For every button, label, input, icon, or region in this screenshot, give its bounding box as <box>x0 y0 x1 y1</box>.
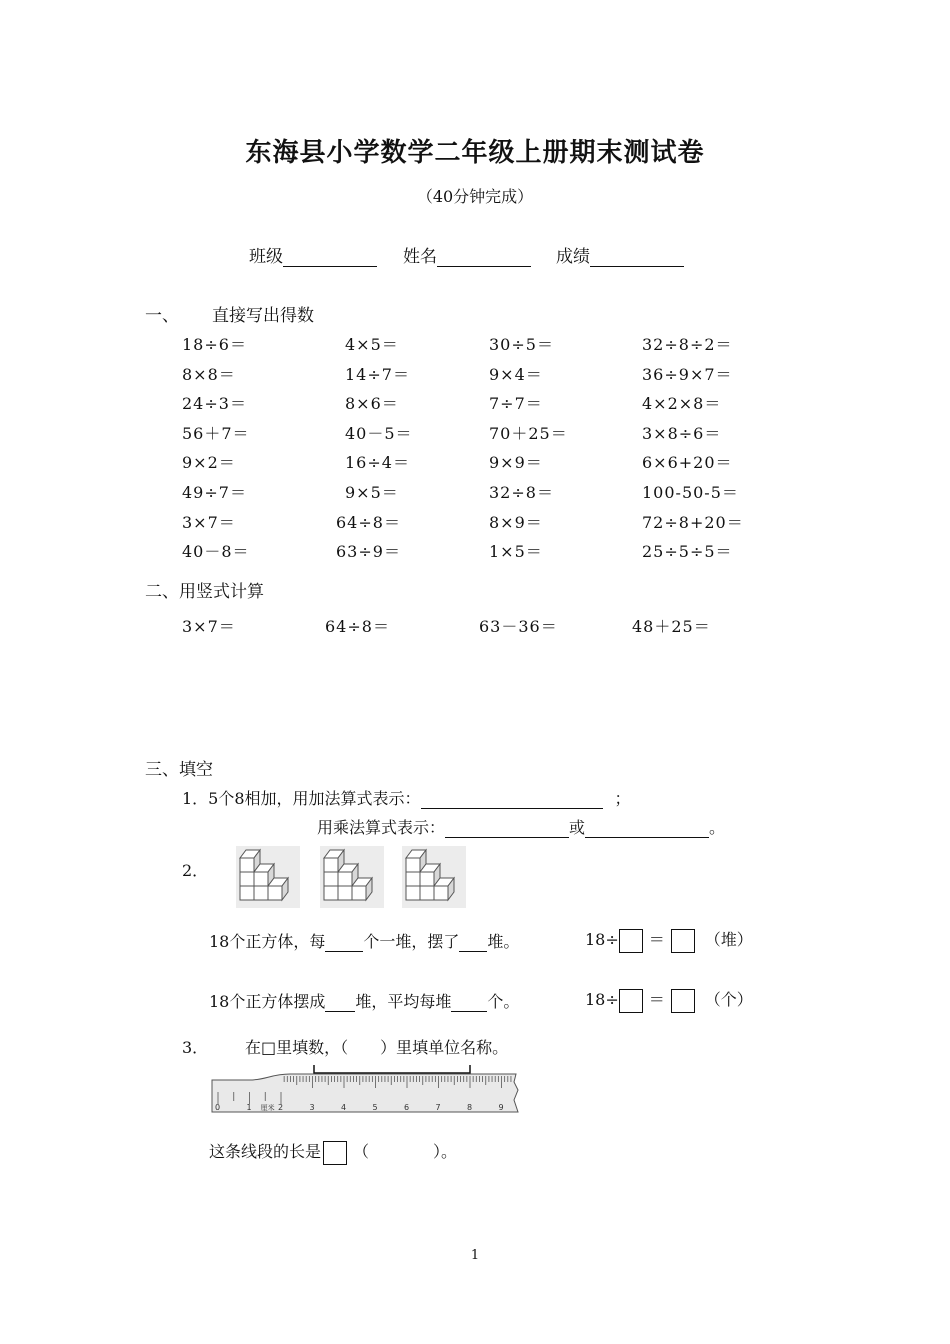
ruler-label: 2 <box>278 1103 284 1112</box>
math-problem: 9×4＝ <box>489 364 543 384</box>
ruler-body <box>212 1074 518 1112</box>
math-problem: 3×7＝ <box>182 512 236 532</box>
q3-answer-prefix: 这条线段的长是 <box>209 1142 322 1161</box>
ruler-label: 7 <box>435 1103 441 1112</box>
ruler-image <box>210 1062 522 1118</box>
q2-b-text1: 18个正方体摆成 <box>209 992 326 1011</box>
ruler-label: 6 <box>404 1103 410 1112</box>
section3-heading: 三、填空 <box>145 760 213 780</box>
q2-b-text3: 个。 <box>487 992 520 1011</box>
q2-b-text2: 堆，平均每堆 <box>355 992 452 1011</box>
math-problem: 40－5＝ <box>345 423 413 443</box>
ruler-label: 9 <box>498 1103 504 1112</box>
vertical-problem: 64÷8＝ <box>325 617 390 636</box>
unit-answer-paren[interactable]: （ ）。 <box>353 1142 458 1161</box>
class-blank[interactable] <box>283 248 377 267</box>
page-title: 东海县小学数学二年级上册期末测试卷 <box>245 138 705 168</box>
q3-instructions: 在□里填数，（ ）里填单位名称。 <box>245 1038 509 1057</box>
q2-b-blank2[interactable] <box>451 993 487 1012</box>
length-answer-box[interactable] <box>323 1141 347 1165</box>
q2-line-b <box>209 989 519 1012</box>
class-label: 班级 <box>249 247 283 267</box>
math-problem: 70＋25＝ <box>489 423 568 443</box>
q1-prompt: 1．5个8相加，用加法算式表示： <box>182 789 421 808</box>
math-problem: 36÷9×7＝ <box>642 364 733 384</box>
section1-number: 一、 <box>145 306 179 326</box>
math-problem: 6×6+20＝ <box>642 453 733 473</box>
page-number: 1 <box>470 1248 480 1263</box>
score-blank[interactable] <box>590 248 684 267</box>
q1-end: 。 <box>709 818 726 837</box>
math-problem: 14÷7＝ <box>345 364 410 384</box>
math-problem: 3×8÷6＝ <box>642 423 722 443</box>
answer-box[interactable] <box>671 989 695 1013</box>
q2-a-unit: （堆） <box>704 930 753 949</box>
math-problem: 63÷9＝ <box>336 542 401 562</box>
math-problem: 18÷6＝ <box>182 335 247 354</box>
vertical-problem: 48＋25＝ <box>632 617 711 636</box>
score-field <box>556 242 684 267</box>
math-problem: 64÷8＝ <box>336 512 401 532</box>
math-problem: 9×2＝ <box>182 453 236 473</box>
vertical-problem: 3×7＝ <box>182 617 236 636</box>
ruler-label: 厘米 <box>260 1104 275 1112</box>
name-blank[interactable] <box>437 248 531 267</box>
ruler-label: 0 <box>215 1103 221 1112</box>
subtitle: （40分钟完成） <box>416 187 534 206</box>
section1-heading: 直接写出得数 <box>212 306 314 326</box>
q2-a-text2: 个一堆，摆了 <box>363 932 460 951</box>
ruler-label: 1 <box>246 1103 252 1112</box>
ruler-label: 8 <box>467 1103 473 1112</box>
math-problem: 72÷8+20＝ <box>642 512 744 532</box>
math-problem: 1×5＝ <box>489 542 543 562</box>
q1-or: 或 <box>569 818 586 837</box>
math-problem: 100-50-5＝ <box>642 483 739 502</box>
q3-number: 3． <box>182 1038 209 1057</box>
math-problem: 8×6＝ <box>345 394 399 414</box>
score-label: 成绩 <box>556 247 590 267</box>
math-problem: 56＋7＝ <box>182 423 250 443</box>
vertical-problem: 63－36＝ <box>479 617 558 636</box>
cube-piles-image <box>236 846 472 908</box>
math-problem: 4×2×8＝ <box>642 394 722 414</box>
ruler-label: 5 <box>372 1103 378 1112</box>
q2-b-equation <box>585 987 753 1013</box>
addition-blank[interactable] <box>421 790 603 809</box>
ruler-label: 3 <box>309 1103 315 1112</box>
math-problem: 7÷7＝ <box>489 394 543 414</box>
class-field <box>249 242 377 267</box>
answer-box[interactable] <box>619 929 643 953</box>
q2-a-equation <box>585 927 753 953</box>
q2-b-expr: 18÷ <box>585 990 619 1009</box>
q1-semicolon: ； <box>614 789 631 808</box>
math-problem: 8×9＝ <box>489 512 543 532</box>
math-problem: 25÷5÷5＝ <box>642 542 733 562</box>
q2-a-text3: 堆。 <box>487 932 520 951</box>
section2-heading: 二、用竖式计算 <box>145 582 264 602</box>
ruler-label: 4 <box>341 1103 347 1112</box>
math-problem: 30÷5＝ <box>489 335 554 354</box>
q1-line1 <box>182 786 631 809</box>
name-field <box>403 242 531 267</box>
math-problem: 8×8＝ <box>182 364 236 384</box>
q2-a-expr: 18÷ <box>585 930 619 949</box>
math-problem: 9×9＝ <box>489 453 543 473</box>
q2-b-blank1[interactable] <box>325 993 355 1012</box>
q3-answer-line <box>209 1139 457 1165</box>
multiplication-blank-2[interactable] <box>585 819 709 838</box>
multiplication-blank-1[interactable] <box>445 819 569 838</box>
math-problem: 4×5＝ <box>345 335 399 354</box>
math-problem: 32÷8＝ <box>489 483 554 502</box>
q1-multiply-prompt: 用乘法算式表示： <box>317 818 446 837</box>
math-problem: 40－8＝ <box>182 542 250 562</box>
answer-box[interactable] <box>671 929 695 953</box>
q2-a-text1: 18个正方体，每 <box>209 932 326 951</box>
math-problem: 24÷3＝ <box>182 394 247 414</box>
q2-b-unit: （个） <box>704 990 753 1009</box>
q2-line-a <box>209 929 519 952</box>
q2-number: 2． <box>182 861 209 880</box>
math-problem: 49÷7＝ <box>182 483 247 502</box>
math-problem: 9×5＝ <box>345 483 399 502</box>
q2-a-equals: ＝ <box>648 930 665 949</box>
q2-a-blank1[interactable] <box>325 933 363 952</box>
q1-line2 <box>317 815 725 838</box>
q2-b-equals: ＝ <box>648 990 665 1009</box>
q2-a-blank2[interactable] <box>459 933 487 952</box>
math-problem: 32÷8÷2＝ <box>642 335 733 354</box>
answer-box[interactable] <box>619 989 643 1013</box>
math-problem: 16÷4＝ <box>345 453 410 473</box>
name-label: 姓名 <box>403 247 437 267</box>
